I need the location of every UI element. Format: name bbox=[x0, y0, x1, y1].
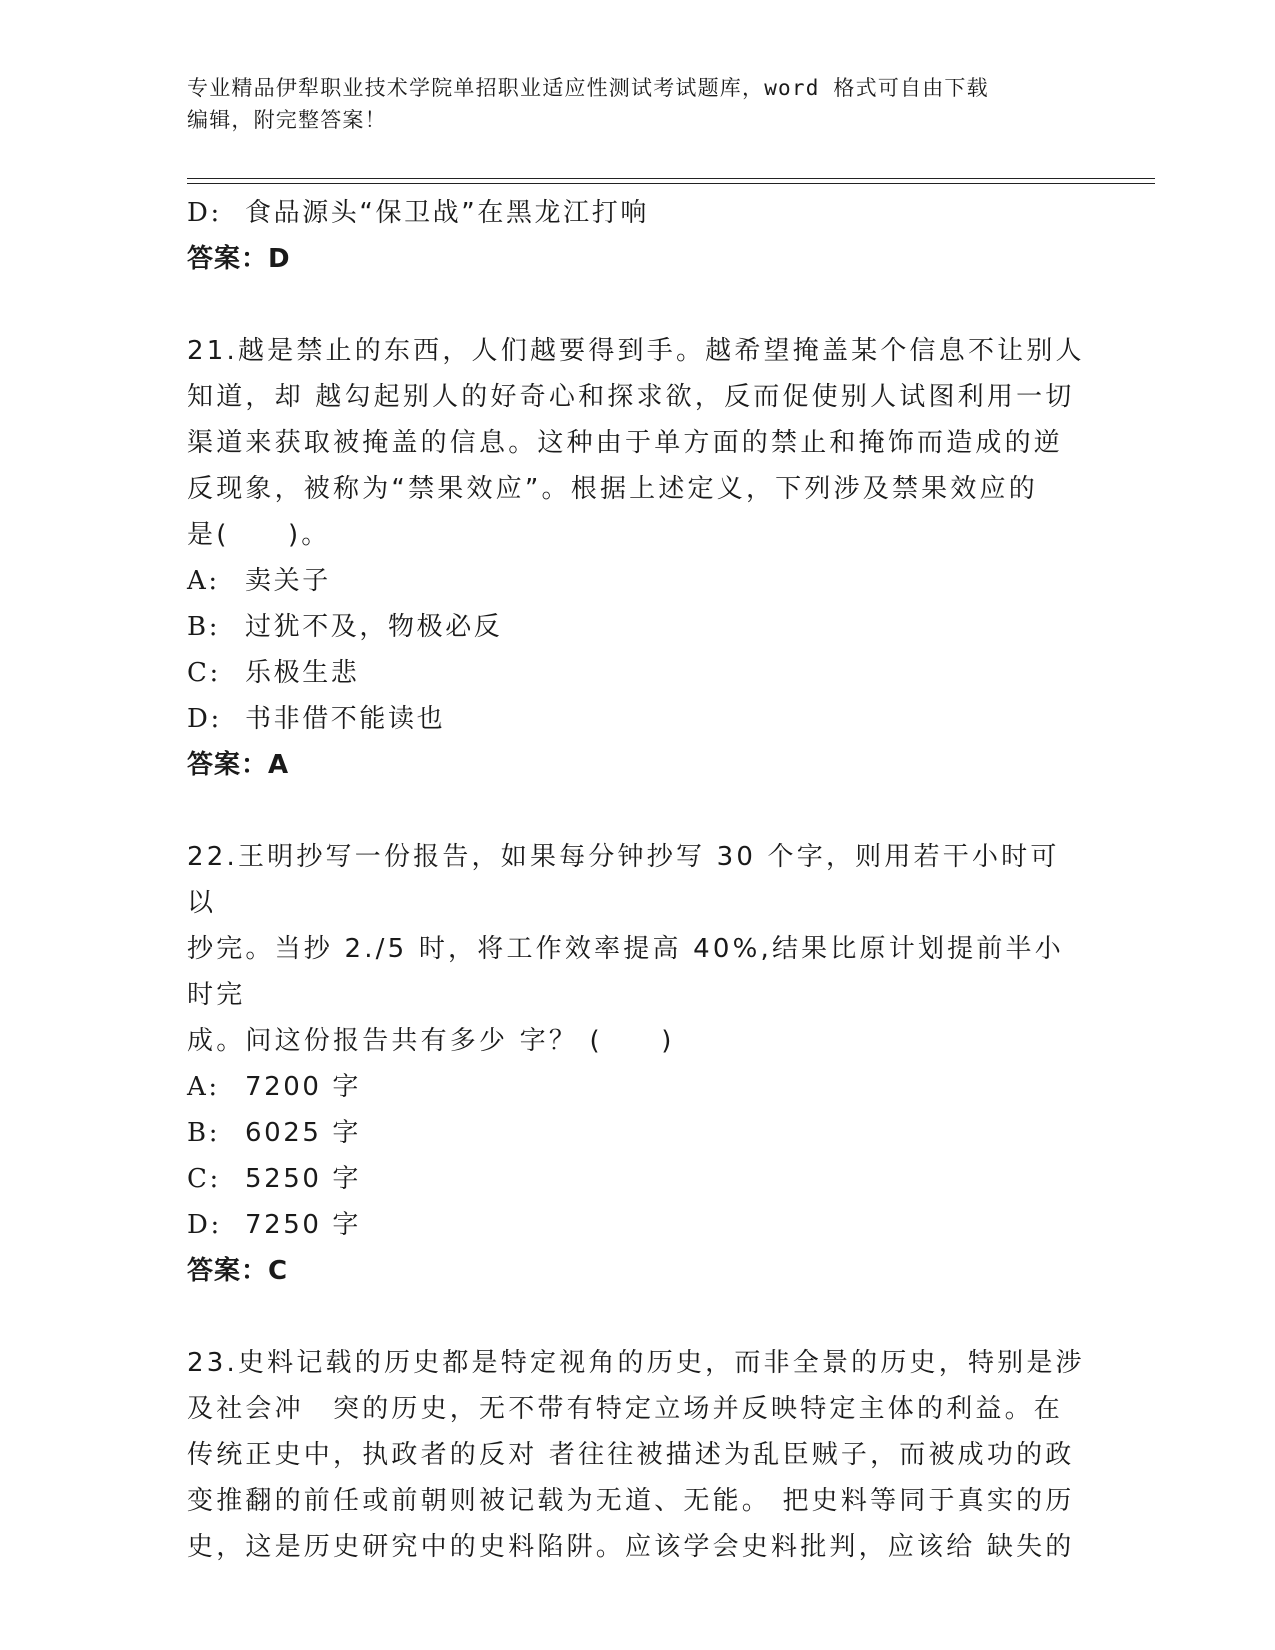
option-d bbox=[187, 696, 1087, 742]
question-21 bbox=[187, 328, 1087, 788]
document-body bbox=[187, 190, 1087, 1570]
header-line-1: 专业精品伊犁职业技术学院单招职业适应性测试考试题库，word 格式可自由下载 bbox=[187, 76, 989, 100]
option-text: 7250 字 bbox=[245, 1210, 362, 1240]
question-line: 及社会冲 突的历史，无不带有特定立场并反映特定主体的利益。在 bbox=[187, 1394, 1064, 1424]
question-line: 22.王明抄写一份报告，如果每分钟抄写 30 个字，则用若干小时可以 bbox=[187, 842, 1060, 918]
option-key: D: bbox=[187, 198, 222, 228]
header-rule-top bbox=[187, 178, 1155, 179]
option-key: A: bbox=[187, 1072, 220, 1102]
option-text: 乐极生悲 bbox=[245, 658, 360, 688]
option-key: D: bbox=[187, 704, 222, 734]
question-line: 23.史料记载的历史都是特定视角的历史，而非全景的历史，特别是涉 bbox=[187, 1348, 1085, 1378]
spacer bbox=[187, 1294, 1087, 1340]
question-line: 21.越是禁止的东西，人们越要得到手。越希望掩盖某个信息不让别人 bbox=[187, 336, 1085, 366]
question-line: 是( )。 bbox=[187, 520, 331, 550]
option-b bbox=[187, 1110, 1087, 1156]
answer: 答案：C bbox=[187, 1256, 289, 1286]
option-a bbox=[187, 558, 1087, 604]
option-key: D: bbox=[187, 1210, 222, 1240]
option-text: 5250 字 bbox=[245, 1164, 362, 1194]
spacer bbox=[187, 788, 1087, 834]
option-c bbox=[187, 1156, 1087, 1202]
option-key: B: bbox=[187, 1118, 221, 1148]
option-b bbox=[187, 604, 1087, 650]
option-key: C: bbox=[187, 658, 221, 688]
prev-answer: 答案：D bbox=[187, 244, 291, 274]
answer: 答案：A bbox=[187, 750, 290, 780]
prev-option-d bbox=[187, 190, 1087, 236]
question-22 bbox=[187, 834, 1087, 1294]
option-text: 卖关子 bbox=[245, 566, 331, 596]
option-text: 7200 字 bbox=[245, 1072, 362, 1102]
question-line: 变推翻的前任或前朝则被记载为无道、无能。 把史料等同于真实的历 bbox=[187, 1486, 1075, 1516]
question-line: 传统正史中，执政者的反对 者往往被描述为乱臣贼子，而被成功的政 bbox=[187, 1440, 1075, 1470]
question-line: 渠道来获取被掩盖的信息。这种由于单方面的禁止和掩饰而造成的逆 bbox=[187, 428, 1064, 458]
option-text: 6025 字 bbox=[245, 1118, 362, 1148]
question-line: 抄完。当抄 2./5 时，将工作效率提高 40%,结果比原计划提前半小时完 bbox=[187, 934, 1064, 1010]
question-line: 成。问这份报告共有多少 字？ ( ) bbox=[187, 1026, 675, 1056]
option-text: 食品源头“保卫战”在黑龙江打响 bbox=[245, 198, 649, 228]
question-23 bbox=[187, 1340, 1087, 1570]
option-c bbox=[187, 650, 1087, 696]
option-text: 过犹不及，物极必反 bbox=[245, 612, 503, 642]
page-header bbox=[187, 72, 1087, 136]
option-key: C: bbox=[187, 1164, 221, 1194]
question-line: 知道，却 越勾起别人的好奇心和探求欲，反而促使别人试图利用一切 bbox=[187, 382, 1075, 412]
option-d bbox=[187, 1202, 1087, 1248]
header-rule-bottom bbox=[187, 183, 1155, 184]
spacer bbox=[187, 282, 1087, 328]
option-key: A: bbox=[187, 566, 220, 596]
header-line-2: 编辑，附完整答案！ bbox=[187, 108, 387, 132]
option-a bbox=[187, 1064, 1087, 1110]
option-text: 书非借不能读也 bbox=[245, 704, 446, 734]
question-line: 史，这是历史研究中的史料陷阱。应该学会史料批判，应该给 缺失的 bbox=[187, 1532, 1075, 1562]
question-line: 反现象，被称为“禁果效应”。根据上述定义，下列涉及禁果效应的 bbox=[187, 474, 1038, 504]
option-key: B: bbox=[187, 612, 221, 642]
